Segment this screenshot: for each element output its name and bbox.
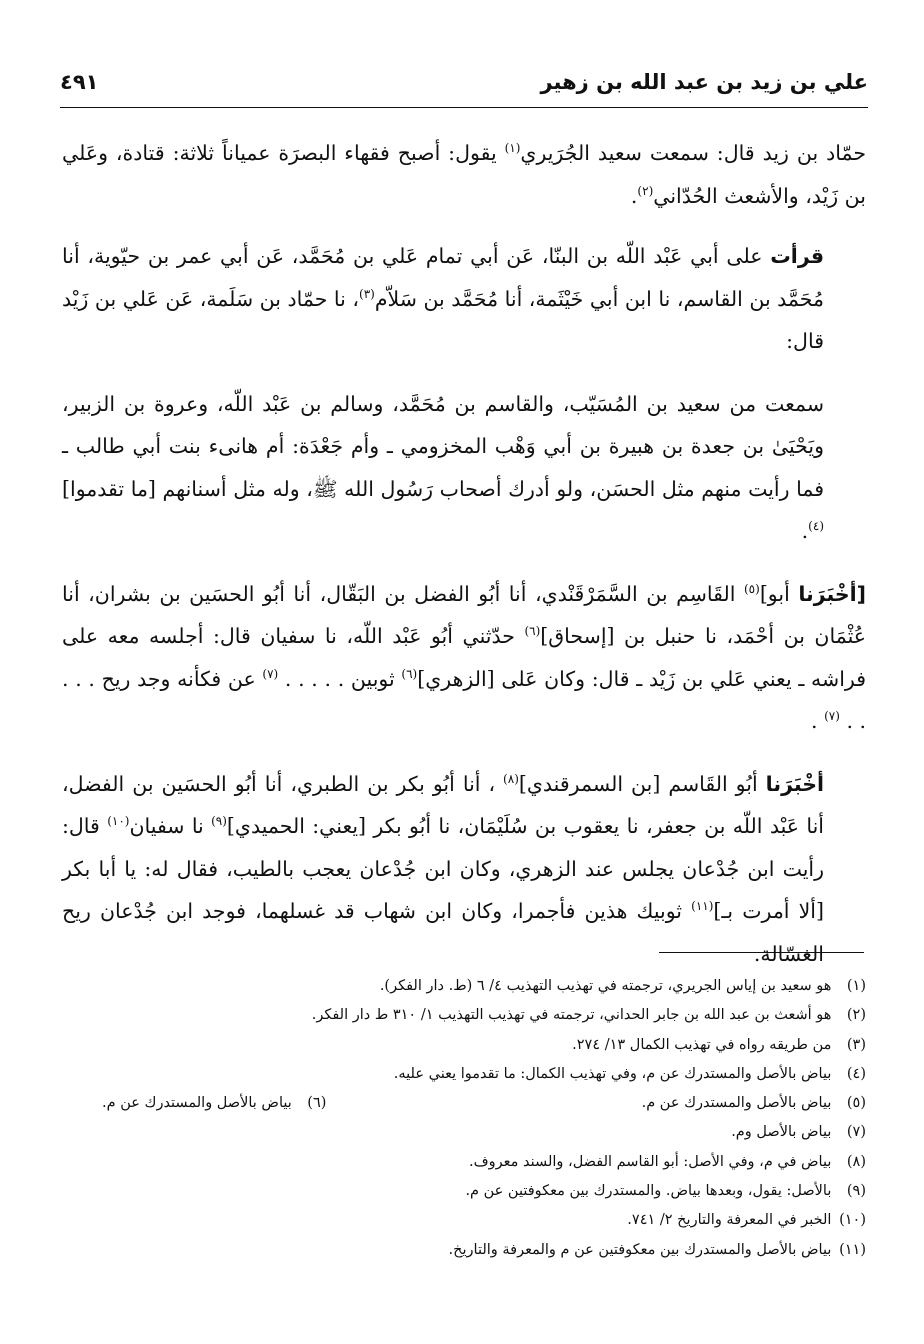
footnote	[62, 1031, 866, 1060]
footnote-text: هو أشعث بن عبد الله بن جابر الحداني، ترجمته في تهذيب التهذيب ١/ ٣١٠ ط دار الفكر.	[311, 1007, 832, 1024]
footnote-divider	[659, 952, 864, 953]
footnote-ref: (٥)	[743, 581, 760, 596]
footnote-ref: (٦)	[524, 624, 541, 639]
paragraph-5	[62, 763, 866, 976]
footnote-ref: (٢)	[637, 183, 654, 198]
footnote-ref: (٧)	[262, 666, 279, 681]
footnote-secondary	[102, 1089, 326, 1118]
footnote-text: من طريقه رواه في تهذيب الكمال ١٣/ ٢٧٤.	[572, 1036, 832, 1053]
footnote-ref: (١)	[504, 141, 521, 156]
footnote-ref: (١١)	[691, 899, 714, 914]
footnote	[62, 1177, 866, 1206]
footnote-ref: (٨)	[503, 771, 519, 786]
header-divider	[60, 107, 868, 108]
footnote-ref: (٧)	[824, 709, 840, 724]
paragraph-3	[62, 383, 866, 553]
footnote-text: هو سعيد بن إياس الجريري، ترجمته في تهذيب التهذيب ٤/ ٦ (ط. دار الفكر).	[379, 978, 832, 994]
text-run: .	[801, 519, 809, 543]
text-run: سمعت من سعيد بن المُسَيّب، والقاسم بن مُحَمَّد، وسالم بن عَبْد اللّه، وعروة بن الزبير، ويَحْيَىٰ بن جعدة بن هبيرة بن أبي وَهْب المخزومي ـ وأم جَعْدَة: أم هانىء بنت أبي طالب ـ فما رأيت منهم مثل الحسَن، ولو أدرك أصحاب رَسُول الله ﷺ، وله مثل أسنانهم [ما تقدموا]	[62, 391, 824, 501]
text-run: يقول: أصبح فقهاء البصرَة عمياناً ثلاثة: قتادة، وعَلي بن زَيْد، والأشعث الحُدّاني	[62, 141, 866, 208]
paragraph-2	[62, 235, 866, 363]
footnote-text: الخبر في المعرفة والتاريخ ٢/ ٧٤١.	[627, 1212, 832, 1229]
footnote-ref: (٩)	[211, 814, 227, 829]
footnote-ref: (٦)	[401, 666, 418, 681]
footnote-number: (١٠)	[839, 1212, 866, 1229]
text-run: حدّثني أبُو عَبْد اللّه، نا سفيان قال: أجلسه معه على فراشه ـ يعني عَلي بن زَيْد ـ قال: وكان عَلى [الزهري]	[62, 624, 866, 691]
page-number: ٤٩١	[60, 70, 99, 94]
main-text	[62, 132, 866, 995]
footnote-number: (٢)	[846, 1007, 866, 1024]
running-title: علي بن زيد بن عبد الله بن زهير	[540, 70, 868, 94]
text-run: القَاسِم بن السَّمَرْقَنْدي، أنا أبُو الفضل بن البَقّال، أنا أبُو الحسَين بن بشران، أنا عُثْمَان بن أحْمَد، نا حنبل بن [إسحاق]	[62, 581, 866, 648]
footnote	[62, 972, 866, 1001]
footnote-number: (٨)	[846, 1153, 866, 1170]
footnote-number: (١١)	[839, 1241, 866, 1258]
text-run: نا سفيان	[129, 814, 212, 838]
text-run: .	[811, 709, 825, 733]
paragraph-4	[62, 573, 866, 743]
text-run: عن فكأنه وجد ريح . . . . .	[62, 666, 866, 733]
text-run: أبو]	[759, 581, 799, 606]
footnote-text: بياض في م، وفي الأصل: أبو القاسم الفضل، والسند معروف.	[469, 1153, 832, 1170]
footnote	[62, 1236, 866, 1265]
footnote	[62, 1089, 866, 1118]
text-run: قال: رأيت ابن جُدْعان يجلس عند الزهري، وكان ابن جُدْعان يعجب بالطيب، فقال له: يا أبا بكر [ألا أمرت بـ]	[62, 814, 824, 923]
footnote-ref: (١٠)	[107, 814, 130, 829]
footnote-text: بالأصل: يقول، وبعدها بياض. والمستدرك بين معكوفتين عن م.	[465, 1183, 832, 1200]
footnote-number: (٥)	[846, 1095, 866, 1112]
footnote-number: (٧)	[846, 1124, 866, 1141]
text-run: ، نا حمّاد بن سَلَمة، عَن عَلي بن زَيْد قال:	[62, 286, 824, 353]
footnote-number: (٤)	[846, 1065, 866, 1082]
footnote-text: بياض بالأصل وم.	[731, 1124, 832, 1141]
text-run: ثوبيك هذين فأجمرا، وكان ابن شهاب قد غسلهما، فوجد ابن جُدْعان ريح الغسّالة.	[62, 899, 824, 966]
footnote-number: (٩)	[846, 1183, 866, 1200]
footnote-number: (٣)	[846, 1036, 866, 1053]
keyword: [أخْبَرَنا	[798, 581, 866, 606]
text-run: حمّاد بن زيد قال: سمعت سعيد الجُرَيري	[520, 141, 867, 165]
paragraph-1	[62, 132, 866, 217]
footnote	[62, 1001, 866, 1030]
page-header	[60, 70, 868, 106]
footnote-text: بياض بالأصل والمستدرك عن م.	[102, 1095, 292, 1112]
keyword: أخْبَرَنا	[765, 771, 824, 796]
footnote-number: (١)	[846, 978, 866, 994]
footnote	[62, 1118, 866, 1147]
footnotes	[62, 972, 866, 1265]
footnote-text: بياض بالأصل والمستدرك بين معكوفتين عن م والمعرفة والتاريخ.	[448, 1241, 832, 1258]
keyword: قرأت	[770, 244, 824, 268]
text-run: .	[630, 183, 638, 208]
footnote-ref: (٤)	[808, 519, 824, 534]
footnote-ref: (٣)	[359, 286, 375, 301]
footnote-number: (٦)	[307, 1095, 327, 1112]
footnote	[62, 1206, 866, 1235]
text-run: ، أنا أبُو بكر بن الطبري، أنا أبُو الحسَين بن الفضل، أنا عَبْد اللّه بن جعفر، نا يعقوب بن سُلَيْمَان، نا أبُو بكر [يعني: الحميدي]	[62, 771, 824, 838]
text-run: على أبي عَبْد اللّه بن البنّا، عَن أبي تمام عَلي بن مُحَمَّد، عَن أبي عمر بن حيّوية، أنا مُحَمَّد بن القاسم، نا ابن أبي خَيْثَمة، أنا مُحَمَّد بن سَلاّم	[62, 244, 824, 311]
footnote	[62, 1148, 866, 1177]
footnote-text: بياض بالأصل والمستدرك عن م.	[641, 1095, 832, 1112]
footnote-text: بياض بالأصل والمستدرك عن م، وفي تهذيب الكمال: ما تقدموا يعني عليه.	[393, 1065, 832, 1082]
text-run: أبُو القَاسم [بن السمرقندي]	[518, 771, 766, 796]
text-run: ثوبين . . . . .	[278, 666, 402, 691]
footnote	[62, 1060, 866, 1089]
